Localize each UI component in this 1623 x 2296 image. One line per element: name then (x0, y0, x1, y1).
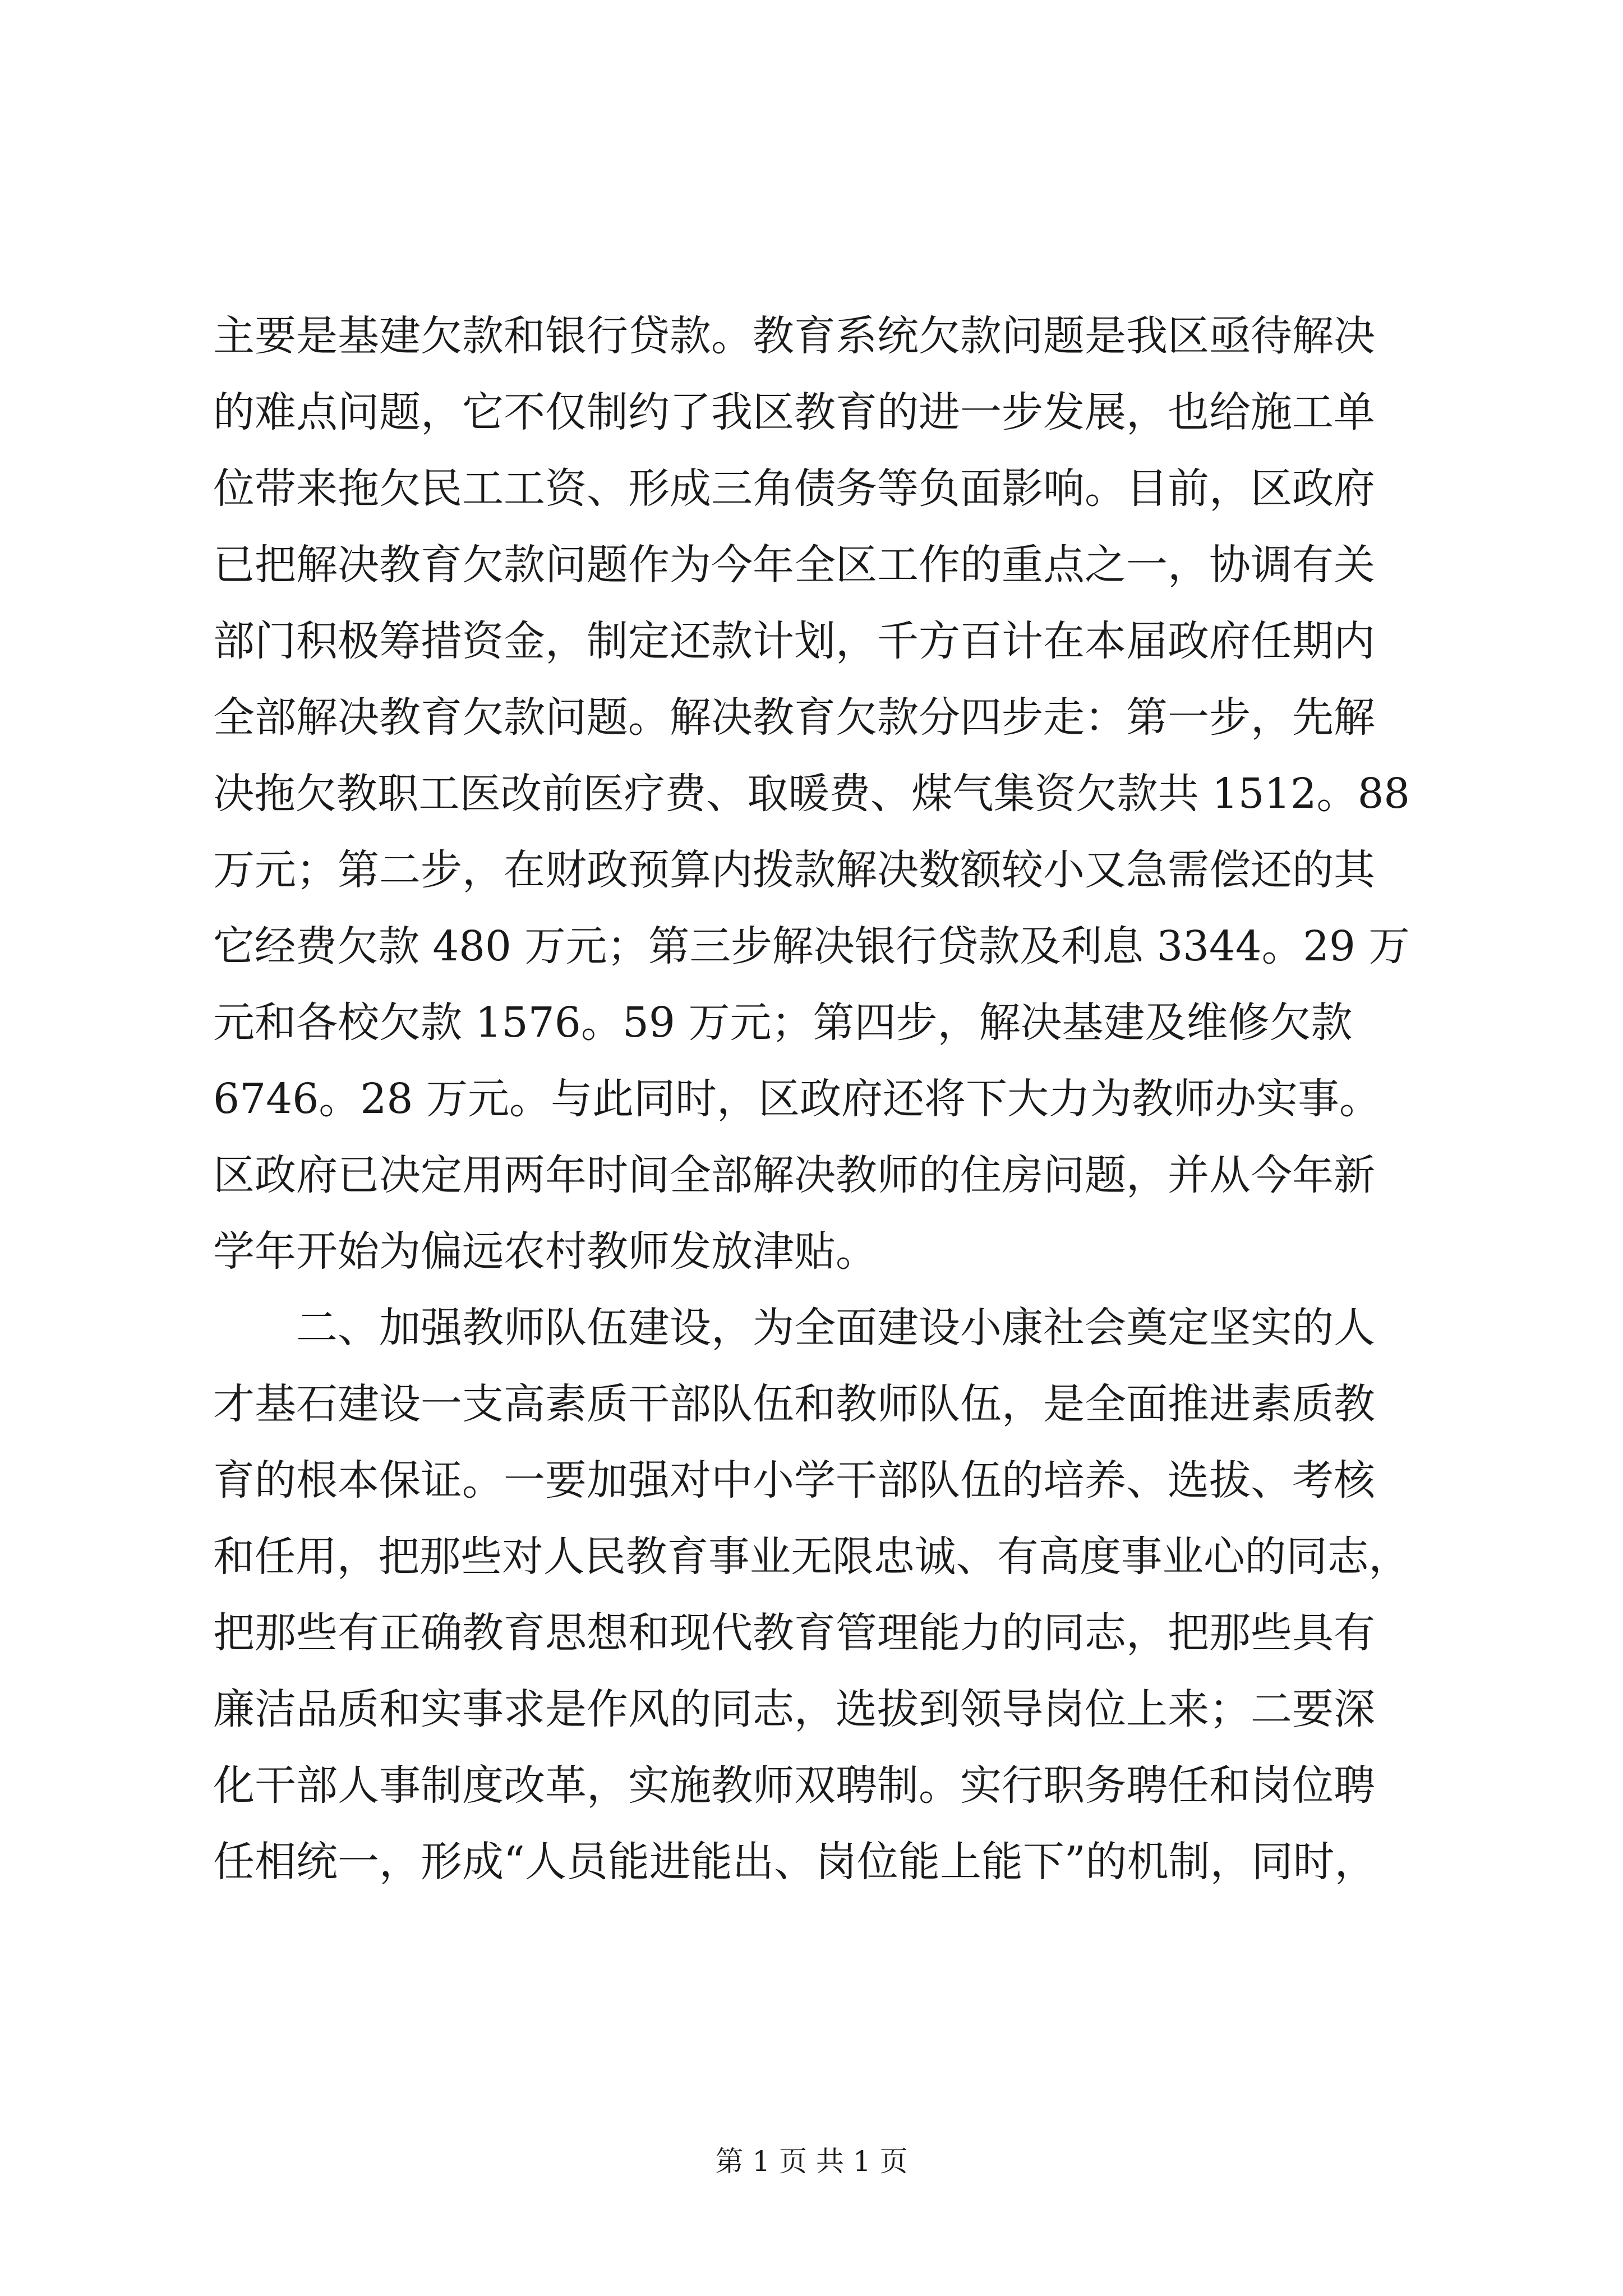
page-number-label: 第 1 页 共 1 页 (715, 2145, 908, 2178)
text-line: 主要是基建欠款和银行贷款。教育系统欠款问题是我区亟待解决 (213, 312, 1375, 360)
text-line: 位带来拖欠民工工资、形成三角债务等负面影响。目前，区政府 (213, 464, 1375, 513)
text-line: 全部解决教育欠款问题。解决教育欠款分四步走：第一步，先解 (213, 693, 1375, 742)
text-line: 元和各校欠款 1576。59 万元；第四步，解决基建及维修欠款 (213, 999, 1353, 1047)
text-line: 学年开始为偏远农村教师发放津贴。 (213, 1227, 877, 1276)
text-line: 化干部人事制度改革，实施教师双聘制。实行职务聘任和岗位聘 (213, 1761, 1375, 1810)
text-line: 才基石建设一支高素质干部队伍和教师队伍，是全面推进素质教 (213, 1380, 1375, 1428)
text-line: 决拖欠教职工医改前医疗费、取暖费、煤气集资欠款共 1512。88 (213, 770, 1410, 818)
page-footer (0, 2145, 1623, 2178)
text-line: 部门积极筹措资金，制定还款计划，千方百计在本届政府任期内 (213, 617, 1375, 665)
text-line: 廉洁品质和实事求是作风的同志，选拔到领导岗位上来；二要深 (213, 1685, 1375, 1733)
text-line: 任相统一，形成“人员能进能出、岗位能上能下”的机制，同时， (213, 1838, 1376, 1886)
text-line: 万元；第二步，在财政预算内拨款解决数额较小又急需偿还的其 (213, 846, 1375, 894)
text-line: 二、加强教师队伍建设，为全面建设小康社会奠定坚实的人 (296, 1304, 1375, 1352)
text-line: 它经费欠款 480 万元；第三步解决银行贷款及利息 3344。29 万 (213, 922, 1410, 970)
text-line: 区政府已决定用两年时间全部解决教师的住房问题，并从今年新 (213, 1151, 1375, 1199)
text-line: 和任用，把那些对人民教育事业无限忠诚、有高度事业心的同志， (213, 1533, 1410, 1581)
text-line: 的难点问题，它不仅制约了我区教育的进一步发展，也给施工单 (213, 388, 1375, 436)
text-line: 育的根本保证。一要加强对中小学干部队伍的培养、选拔、考核 (213, 1456, 1375, 1504)
text-line: 把那些有正确教育思想和现代教育管理能力的同志，把那些具有 (213, 1609, 1375, 1657)
text-line: 6746。28 万元。与此同时，区政府还将下大力为教师办实事。 (213, 1075, 1381, 1123)
text-line: 已把解决教育欠款问题作为今年全区工作的重点之一，协调有关 (213, 541, 1375, 589)
